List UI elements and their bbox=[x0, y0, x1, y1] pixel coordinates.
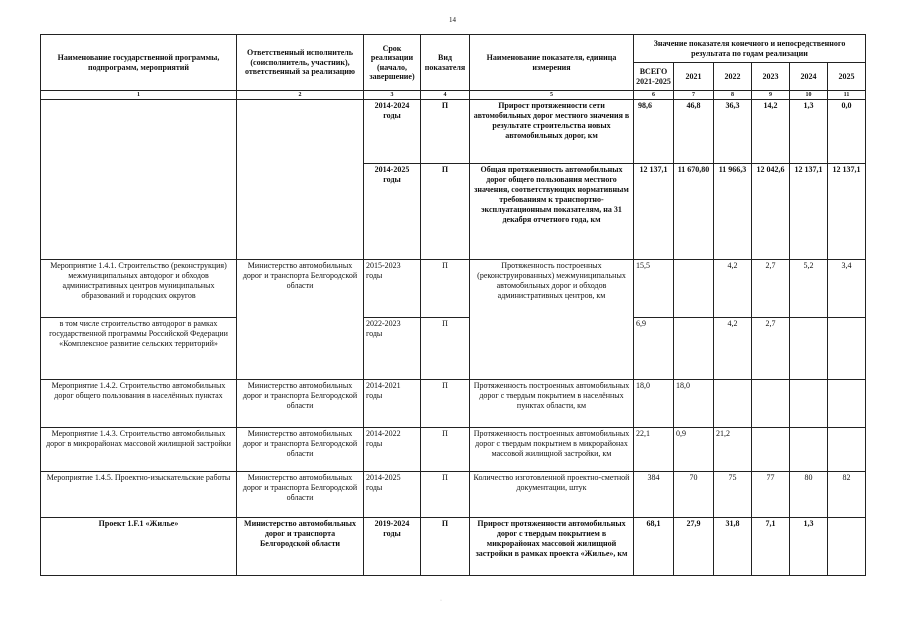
indicator-cell: Количество изготовленной проектно-сметной документации, штук bbox=[470, 472, 634, 518]
value-2024-cell: 1,3 bbox=[790, 518, 828, 576]
table-row bbox=[41, 428, 866, 472]
term-cell: 2014-2024 годы bbox=[364, 100, 421, 164]
program-cell: Мероприятие 1.4.5. Проектно-изыскательские работы bbox=[41, 472, 237, 518]
column-number: 2 bbox=[237, 91, 364, 100]
term-cell: 2015-2023 годы bbox=[364, 260, 421, 318]
header-year-2025: 2025 bbox=[828, 63, 866, 91]
header-year-2022: 2022 bbox=[714, 63, 752, 91]
column-number: 1 bbox=[41, 91, 237, 100]
total-cell: 18,0 bbox=[634, 380, 674, 428]
executor-cell: Министерство автомобильных дорог и транспорта Белгородской области bbox=[237, 428, 364, 472]
total-cell: 12 137,1 bbox=[634, 164, 674, 260]
header-values-group: Значение показателя конечного и непосредственного результата по годам реализации bbox=[634, 35, 866, 63]
term-cell: 2014-2022 годы bbox=[364, 428, 421, 472]
value-2021-cell bbox=[674, 318, 714, 380]
value-2022-cell: 36,3 bbox=[714, 100, 752, 164]
value-2024-cell: 80 bbox=[790, 472, 828, 518]
total-cell: 98,6 bbox=[634, 100, 674, 164]
column-number: 6 bbox=[634, 91, 674, 100]
scan-mark: · bbox=[440, 598, 442, 604]
total-cell: 15,5 bbox=[634, 260, 674, 318]
value-2025-cell: 3,4 bbox=[828, 260, 866, 318]
executor-cell: Министерство автомобильных дорог и транспорта Белгородской области bbox=[237, 518, 364, 576]
program-cell: Мероприятие 1.4.2. Строительство автомобильных дорог общего пользования в населённых пунктах bbox=[41, 380, 237, 428]
indicator-cell: Протяженность построенных автомобильных дорог с твердым покрытием в населённых пунктах области, км bbox=[470, 380, 634, 428]
value-2025-cell: 82 bbox=[828, 472, 866, 518]
indicator-cell: Прирост протяженности автомобильных дорог с твердым покрытием в микрорайонах массовой жилищной застройки в рамках проекта «Жилье», км bbox=[470, 518, 634, 576]
program-cell: Мероприятие 1.4.1. Строительство (реконструкция) межмуниципальных автодорог и обходов административных центров муниципальных образований и городских округов bbox=[41, 260, 237, 318]
value-2023-cell bbox=[752, 428, 790, 472]
program-cell bbox=[41, 100, 237, 260]
kind-cell: П bbox=[421, 318, 470, 380]
header-total: ВСЕГО 2021-2025 bbox=[634, 63, 674, 91]
value-2021-cell: 18,0 bbox=[674, 380, 714, 428]
column-number: 3 bbox=[364, 91, 421, 100]
header-year-2024: 2024 bbox=[790, 63, 828, 91]
value-2022-cell: 4,2 bbox=[714, 260, 752, 318]
value-2025-cell: 12 137,1 bbox=[828, 164, 866, 260]
value-2021-cell bbox=[674, 260, 714, 318]
value-2023-cell: 2,7 bbox=[752, 260, 790, 318]
column-numbers-row bbox=[41, 91, 866, 100]
indicator-cell: Протяженность построенных (реконструированных) межмуниципальных автомобильных дорог и обходов административных центров, км bbox=[470, 260, 634, 380]
value-2021-cell: 70 bbox=[674, 472, 714, 518]
header-indicator: Наименование показателя, единица измерения bbox=[470, 35, 634, 91]
program-cell: в том числе строительство автодорог в рамках государственной программы Российской Федерации «Комплексное развитие сельских территорий» bbox=[41, 318, 237, 380]
header-kind: Вид показателя bbox=[421, 35, 470, 91]
value-2021-cell: 0,9 bbox=[674, 428, 714, 472]
kind-cell: П bbox=[421, 472, 470, 518]
value-2025-cell: 0,0 bbox=[828, 100, 866, 164]
column-number: 4 bbox=[421, 91, 470, 100]
indicator-cell: Общая протяженность автомобильных дорог общего пользования местного значения, соответствующих нормативным требованиям к транспортно-эксплуатационным показателям, на 31 декабря отчетного года, км bbox=[470, 164, 634, 260]
value-2022-cell bbox=[714, 380, 752, 428]
value-2022-cell: 21,2 bbox=[714, 428, 752, 472]
column-number: 5 bbox=[470, 91, 634, 100]
value-2025-cell bbox=[828, 428, 866, 472]
value-2025-cell bbox=[828, 518, 866, 576]
kind-cell: П bbox=[421, 518, 470, 576]
header-program: Наименование государственной программы, подпрограмм, мероприятий bbox=[41, 35, 237, 91]
term-cell: 2022-2023 годы bbox=[364, 318, 421, 380]
table-row bbox=[41, 380, 866, 428]
executor-cell: Министерство автомобильных дорог и транспорта Белгородской области bbox=[237, 260, 364, 380]
value-2022-cell: 31,8 bbox=[714, 518, 752, 576]
value-2025-cell bbox=[828, 380, 866, 428]
term-cell: 2014-2025 годы bbox=[364, 164, 421, 260]
term-cell: 2014-2021 годы bbox=[364, 380, 421, 428]
indicator-cell: Протяженность построенных автомобильных дорог с твердым покрытием в микрорайонах массовой жилищной застройки, км bbox=[470, 428, 634, 472]
executor-cell bbox=[237, 100, 364, 260]
value-2021-cell: 46,8 bbox=[674, 100, 714, 164]
value-2023-cell: 14,2 bbox=[752, 100, 790, 164]
table-row bbox=[41, 100, 866, 164]
value-2022-cell: 75 bbox=[714, 472, 752, 518]
value-2024-cell: 5,2 bbox=[790, 260, 828, 318]
value-2023-cell: 2,7 bbox=[752, 318, 790, 380]
header-year-2023: 2023 bbox=[752, 63, 790, 91]
value-2024-cell bbox=[790, 428, 828, 472]
header-year-2021: 2021 bbox=[674, 63, 714, 91]
column-number: 11 bbox=[828, 91, 866, 100]
value-2024-cell bbox=[790, 380, 828, 428]
kind-cell: П bbox=[421, 260, 470, 318]
value-2023-cell: 7,1 bbox=[752, 518, 790, 576]
value-2025-cell bbox=[828, 318, 866, 380]
header-term: Срок реализации (начало, завершение) bbox=[364, 35, 421, 91]
page-number: 14 bbox=[449, 16, 456, 24]
kind-cell: П bbox=[421, 380, 470, 428]
value-2022-cell: 11 966,3 bbox=[714, 164, 752, 260]
total-cell: 384 bbox=[634, 472, 674, 518]
value-2024-cell: 12 137,1 bbox=[790, 164, 828, 260]
executor-cell: Министерство автомобильных дорог и транспорта Белгородской области bbox=[237, 380, 364, 428]
kind-cell: П bbox=[421, 100, 470, 164]
indicators-table bbox=[40, 34, 866, 576]
value-2024-cell bbox=[790, 318, 828, 380]
table-row bbox=[41, 260, 866, 318]
column-number: 7 bbox=[674, 91, 714, 100]
indicator-cell: Прирост протяженности сети автомобильных дорог местного значения в результате строительства новых автомобильных дорог, км bbox=[470, 100, 634, 164]
column-number: 9 bbox=[752, 91, 790, 100]
program-cell: Проект 1.F.1 «Жилье» bbox=[41, 518, 237, 576]
total-cell: 6,9 bbox=[634, 318, 674, 380]
total-cell: 68,1 bbox=[634, 518, 674, 576]
kind-cell: П bbox=[421, 428, 470, 472]
value-2023-cell bbox=[752, 380, 790, 428]
term-cell: 2019-2024 годы bbox=[364, 518, 421, 576]
program-cell: Мероприятие 1.4.3. Строительство автомобильных дорог в микрорайонах массовой жилищной застройки bbox=[41, 428, 237, 472]
value-2023-cell: 12 042,6 bbox=[752, 164, 790, 260]
table-row bbox=[41, 518, 866, 576]
value-2024-cell: 1,3 bbox=[790, 100, 828, 164]
value-2022-cell: 4,2 bbox=[714, 318, 752, 380]
table-row bbox=[41, 318, 866, 380]
total-cell: 22,1 bbox=[634, 428, 674, 472]
column-number: 8 bbox=[714, 91, 752, 100]
term-cell: 2014-2025 годы bbox=[364, 472, 421, 518]
column-number: 10 bbox=[790, 91, 828, 100]
header-executor: Ответственный исполнитель (соисполнитель, участник), ответственный за реализацию bbox=[237, 35, 364, 91]
value-2021-cell: 11 670,80 bbox=[674, 164, 714, 260]
kind-cell: П bbox=[421, 164, 470, 260]
table-row bbox=[41, 472, 866, 518]
value-2023-cell: 77 bbox=[752, 472, 790, 518]
executor-cell: Министерство автомобильных дорог и транспорта Белгородской области bbox=[237, 472, 364, 518]
value-2021-cell: 27,9 bbox=[674, 518, 714, 576]
